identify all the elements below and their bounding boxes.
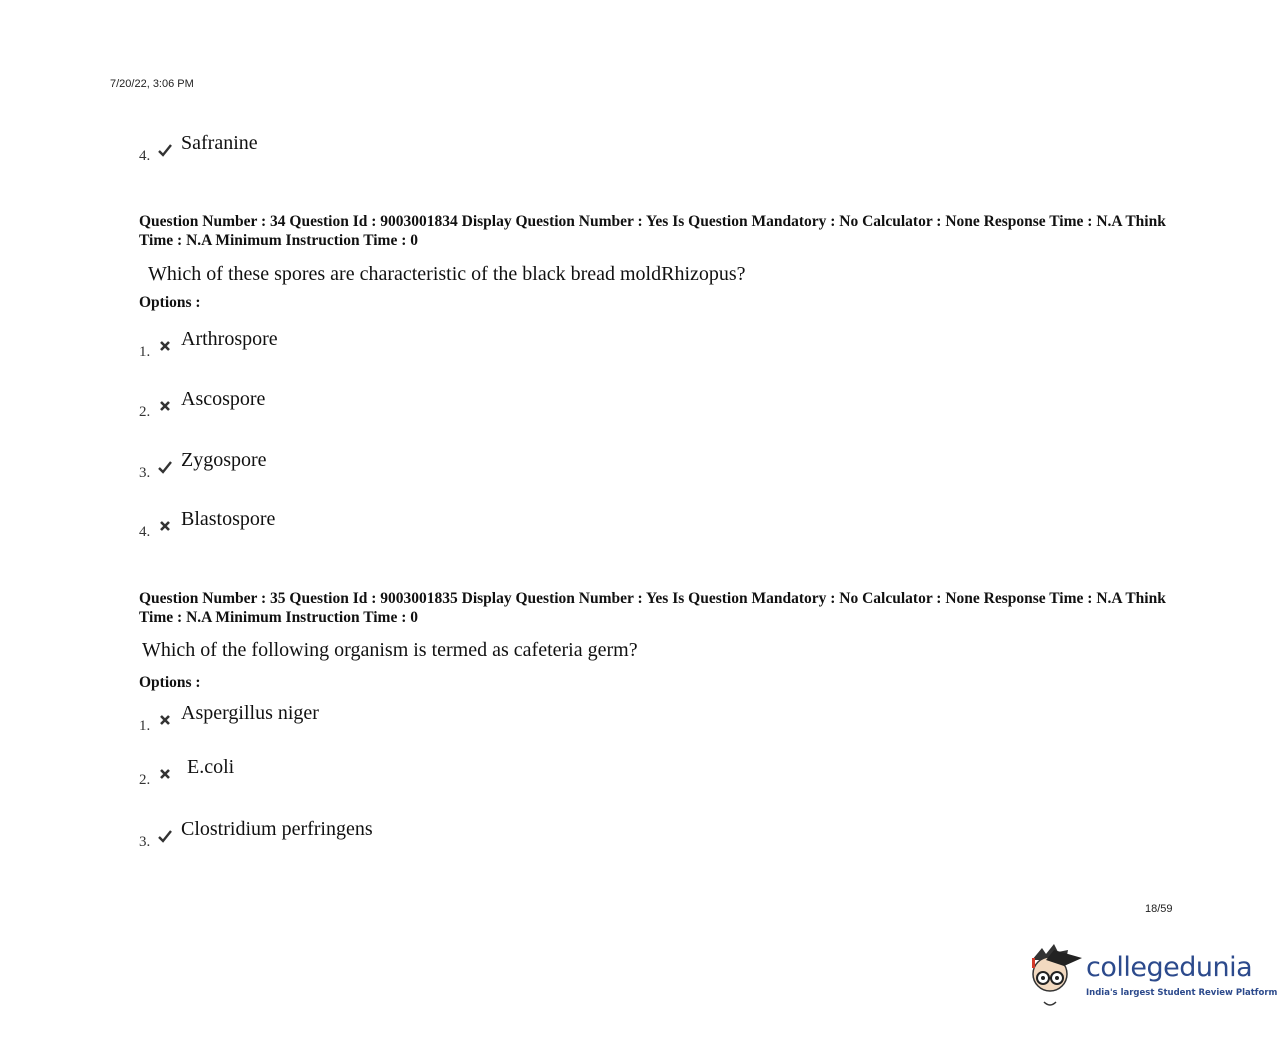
options-label: Options : — [139, 294, 201, 311]
check-icon — [157, 142, 173, 158]
logo-tagline: India's largest Student Review Platform — [1086, 988, 1278, 998]
option-text: Safranine — [181, 132, 258, 154]
mascot-icon — [1024, 938, 1086, 1010]
option-number: 2. — [139, 772, 151, 788]
option-text: Aspergillus niger — [181, 702, 319, 724]
option-number: 3. — [139, 465, 151, 481]
cross-icon — [157, 518, 173, 534]
option-number: 4. — [139, 148, 151, 164]
option-text: Clostridium perfringens — [181, 818, 373, 840]
collegedunia-logo — [1024, 938, 1278, 1010]
question-34-text: Which of these spores are characteristic of the black bread moldRhizopus? — [148, 263, 746, 285]
check-icon — [157, 459, 173, 475]
cross-icon — [157, 766, 173, 782]
question-34-meta: Question Number : 34 Question Id : 9003001834 Display Question Number : Yes Is Question Mandatory : No Calculator : None Response Time : N.A Think Time : N.A Minimum Instruction Time : 0 — [139, 213, 1166, 249]
option-number: 4. — [139, 524, 151, 540]
logo-wordmark: collegedunia — [1086, 952, 1253, 983]
option-text: Blastospore — [181, 508, 276, 530]
option-text: Zygospore — [181, 449, 267, 471]
check-icon — [157, 828, 173, 844]
print-timestamp: 7/20/22, 3:06 PM — [110, 78, 194, 90]
option-number: 3. — [139, 834, 151, 850]
options-label: Options : — [139, 674, 201, 691]
option-text: E.coli — [187, 756, 235, 778]
option-number: 1. — [139, 718, 151, 734]
question-35-text: Which of the following organism is termed as cafeteria germ? — [142, 639, 638, 661]
option-text: Ascospore — [181, 388, 266, 410]
cross-icon — [157, 398, 173, 414]
question-35-meta: Question Number : 35 Question Id : 9003001835 Display Question Number : Yes Is Question Mandatory : No Calculator : None Response Time : N.A Think Time : N.A Minimum Instruction Time : 0 — [139, 590, 1166, 626]
cross-icon — [157, 712, 173, 728]
option-text: Arthrospore — [181, 328, 278, 350]
option-number: 2. — [139, 404, 151, 420]
page-number: 18/59 — [1145, 903, 1173, 915]
cross-icon — [157, 338, 173, 354]
option-number: 1. — [139, 344, 151, 360]
